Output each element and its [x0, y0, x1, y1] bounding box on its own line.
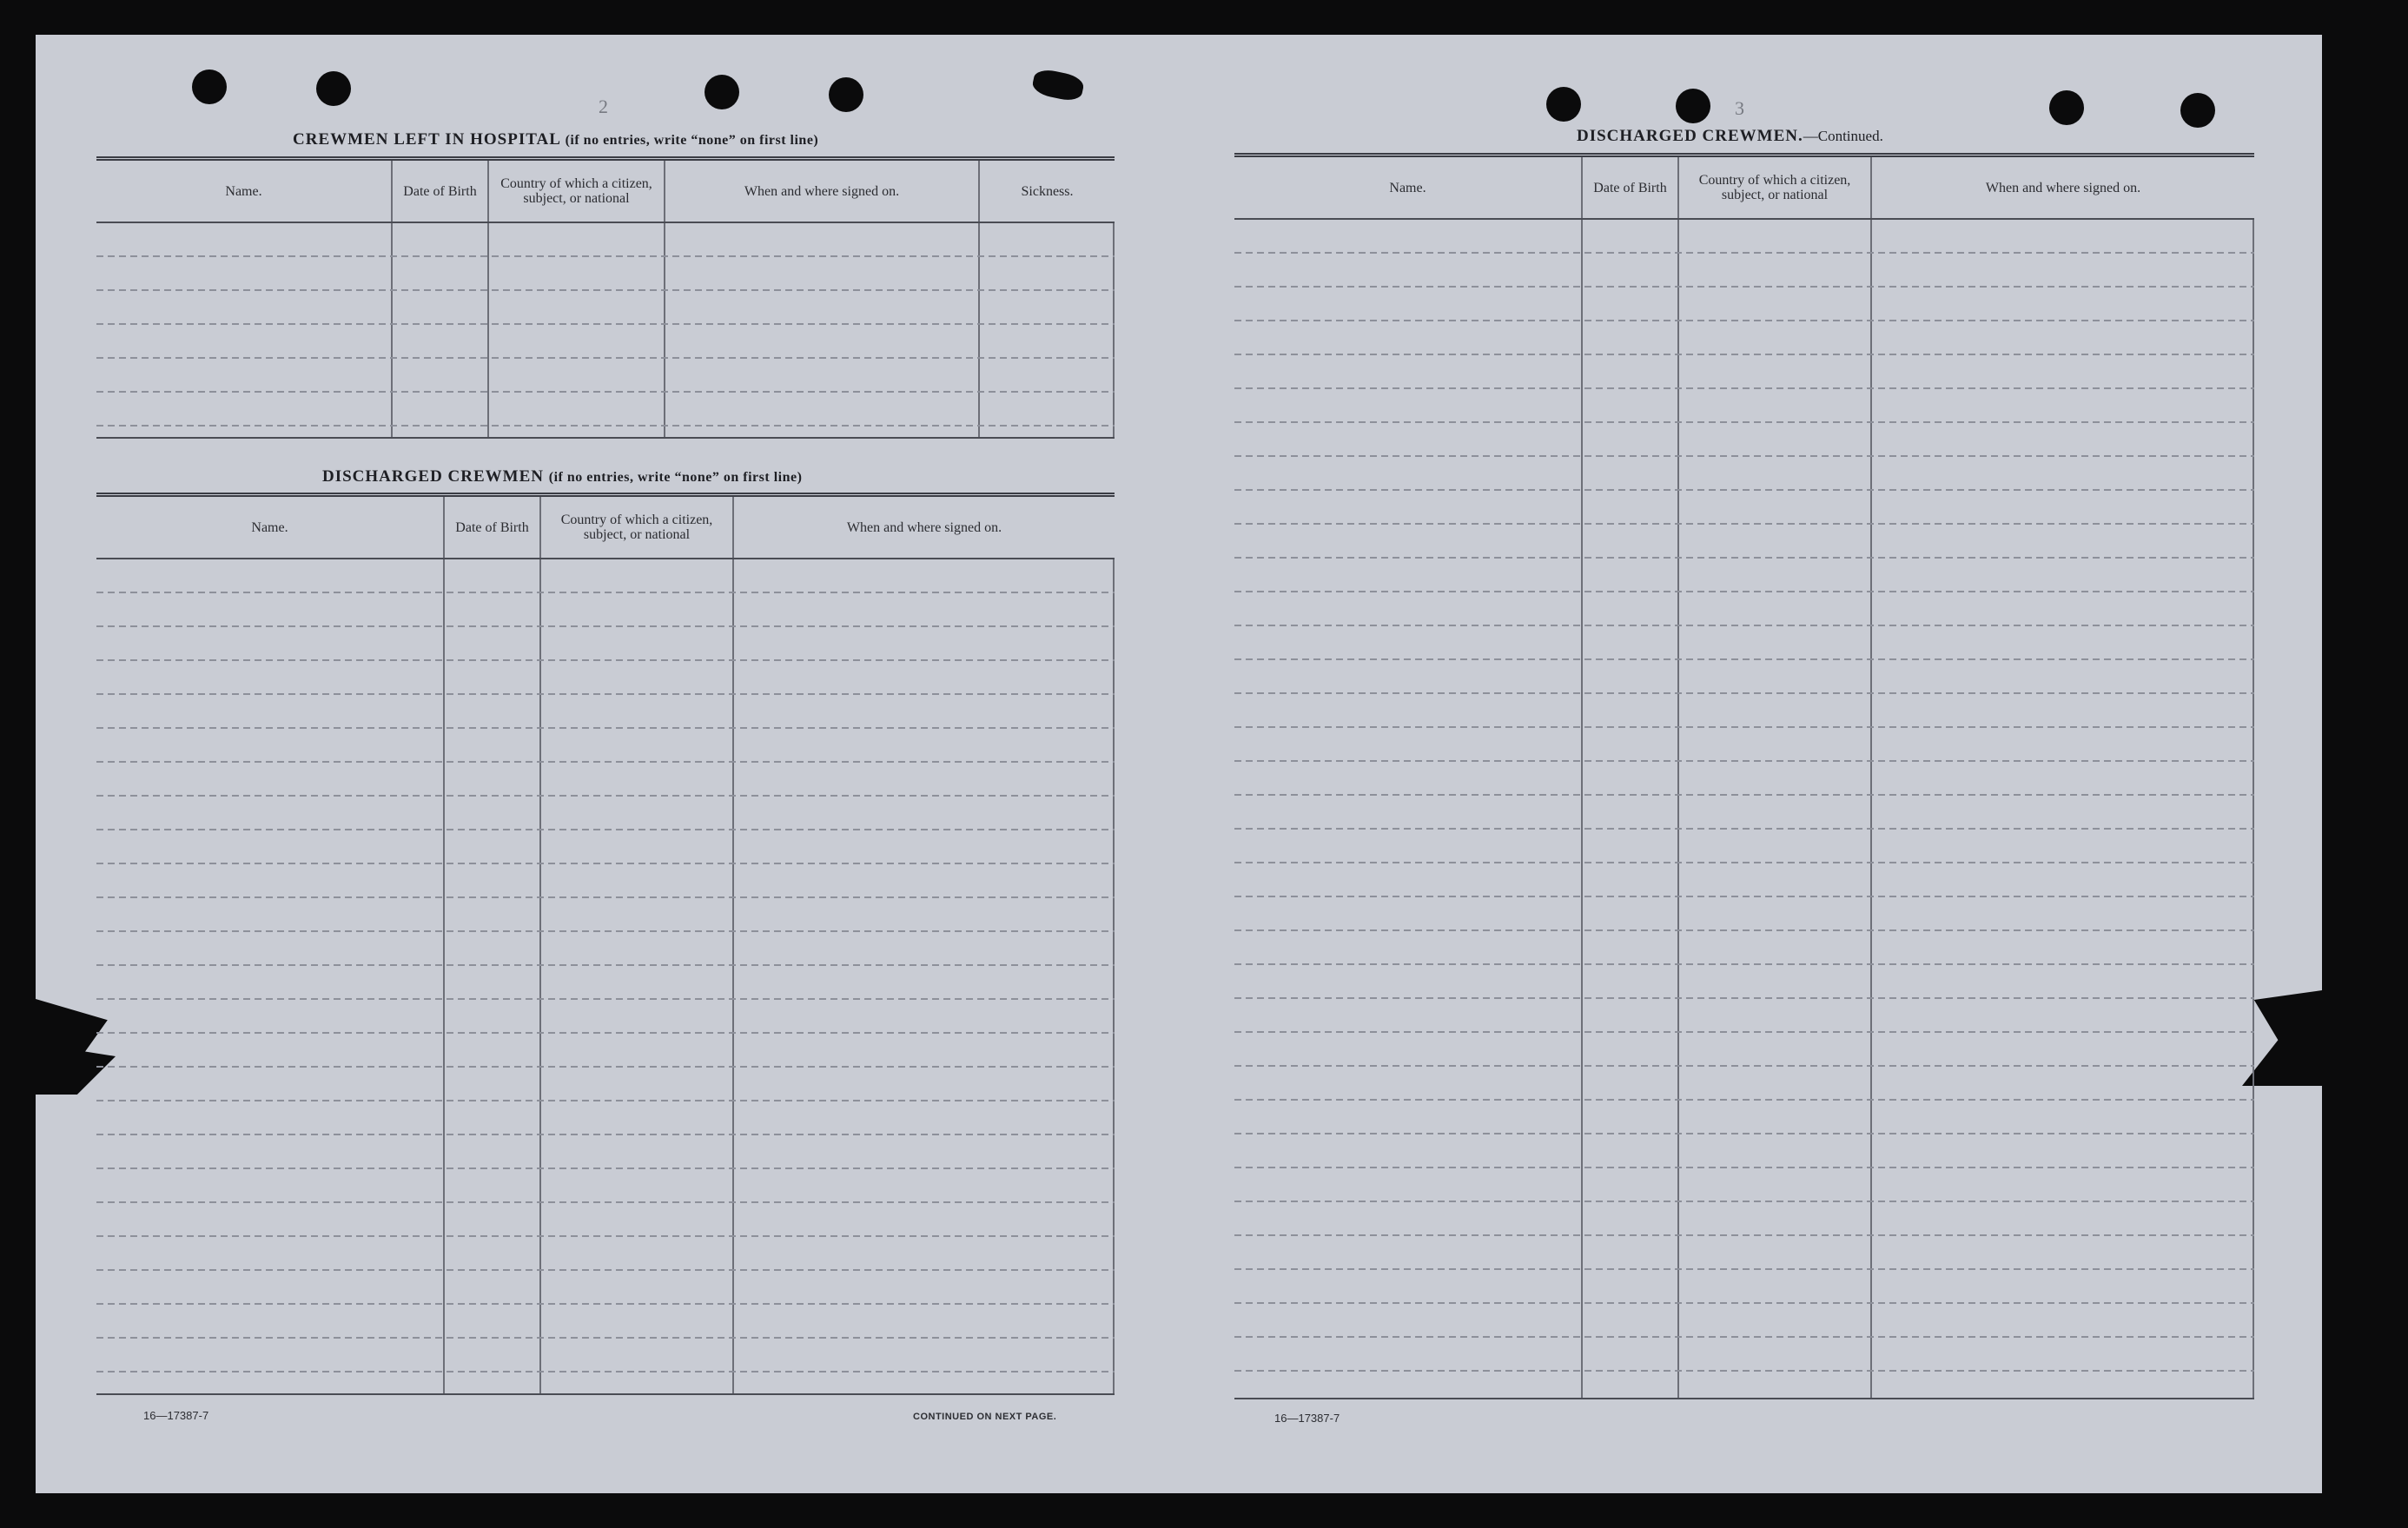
column-country [489, 223, 665, 437]
column-signed-on [734, 559, 1115, 1393]
table-header [1234, 157, 2254, 220]
column-header-name: Name. [96, 497, 445, 558]
column-name [1234, 220, 1583, 1398]
continued-label: —Continued. [1803, 128, 1883, 144]
discharged-continued-table [1234, 153, 2254, 1399]
column-name [96, 223, 393, 437]
section-title-text: CREWMEN LEFT IN HOSPITAL [293, 130, 560, 149]
table-body [96, 559, 1115, 1393]
punch-hole [316, 71, 351, 106]
column-date-of-birth [445, 559, 541, 1393]
column-name [96, 559, 445, 1393]
left-page [36, 35, 1179, 1493]
punch-hole [2180, 93, 2215, 128]
table-header [96, 161, 1115, 223]
punch-hole [705, 75, 739, 109]
column-date-of-birth [1583, 220, 1679, 1398]
column-header-name: Name. [1234, 157, 1583, 218]
column-header-country: Country of which a citizen, subject, or national [1679, 157, 1872, 218]
section-note: (if no entries, write “none” on first line) [548, 470, 803, 485]
punch-hole [1546, 87, 1581, 122]
column-header-date-of-birth: Date of Birth [445, 497, 541, 558]
column-header-sickness: Sickness. [1021, 183, 1074, 199]
section-note: (if no entries, write “none” on first line) [565, 133, 819, 148]
table-body [96, 223, 1115, 437]
column-country [541, 559, 734, 1393]
column-header-country: Country of which a citizen, subject, or national [489, 161, 665, 222]
section-title-discharged [322, 467, 802, 486]
continued-note: CONTINUED ON NEXT PAGE. [913, 1412, 1057, 1422]
column-header-date-of-birth: Date of Birth [393, 161, 489, 222]
section-title-discharged-continued [1577, 127, 1883, 146]
section-title-text: DISCHARGED CREWMEN [322, 467, 544, 486]
punch-hole [1031, 67, 1086, 103]
column-date-of-birth [393, 223, 489, 437]
section-title-text: DISCHARGED CREWMEN. [1577, 127, 1803, 145]
column-country [1679, 220, 1872, 1398]
column-header-signed-on: When and where signed on. [1985, 180, 2141, 195]
punch-hole [2049, 90, 2084, 125]
discharged-table [96, 493, 1115, 1395]
page-number: 2 [599, 96, 608, 117]
column-sickness [980, 223, 1115, 437]
table-body [1234, 220, 2254, 1398]
page-number: 3 [1735, 97, 1744, 119]
column-header-signed-on: When and where signed on. [846, 519, 1002, 535]
column-signed-on [1872, 220, 2254, 1398]
punch-hole [192, 69, 227, 104]
column-header-date-of-birth: Date of Birth [1583, 157, 1679, 218]
right-page [1175, 35, 2322, 1493]
section-title-hospital [293, 130, 818, 149]
punch-hole [829, 77, 863, 112]
column-header-name: Name. [96, 161, 393, 222]
column-header-signed-on: When and where signed on. [665, 161, 980, 222]
column-signed-on [665, 223, 980, 437]
table-header [96, 497, 1115, 559]
form-code: 16—17387-7 [143, 1409, 209, 1422]
punch-hole [1676, 89, 1710, 123]
hospital-table [96, 156, 1115, 439]
column-header-country: Country of which a citizen, subject, or national [541, 497, 734, 558]
form-code: 16—17387-7 [1274, 1412, 1340, 1425]
